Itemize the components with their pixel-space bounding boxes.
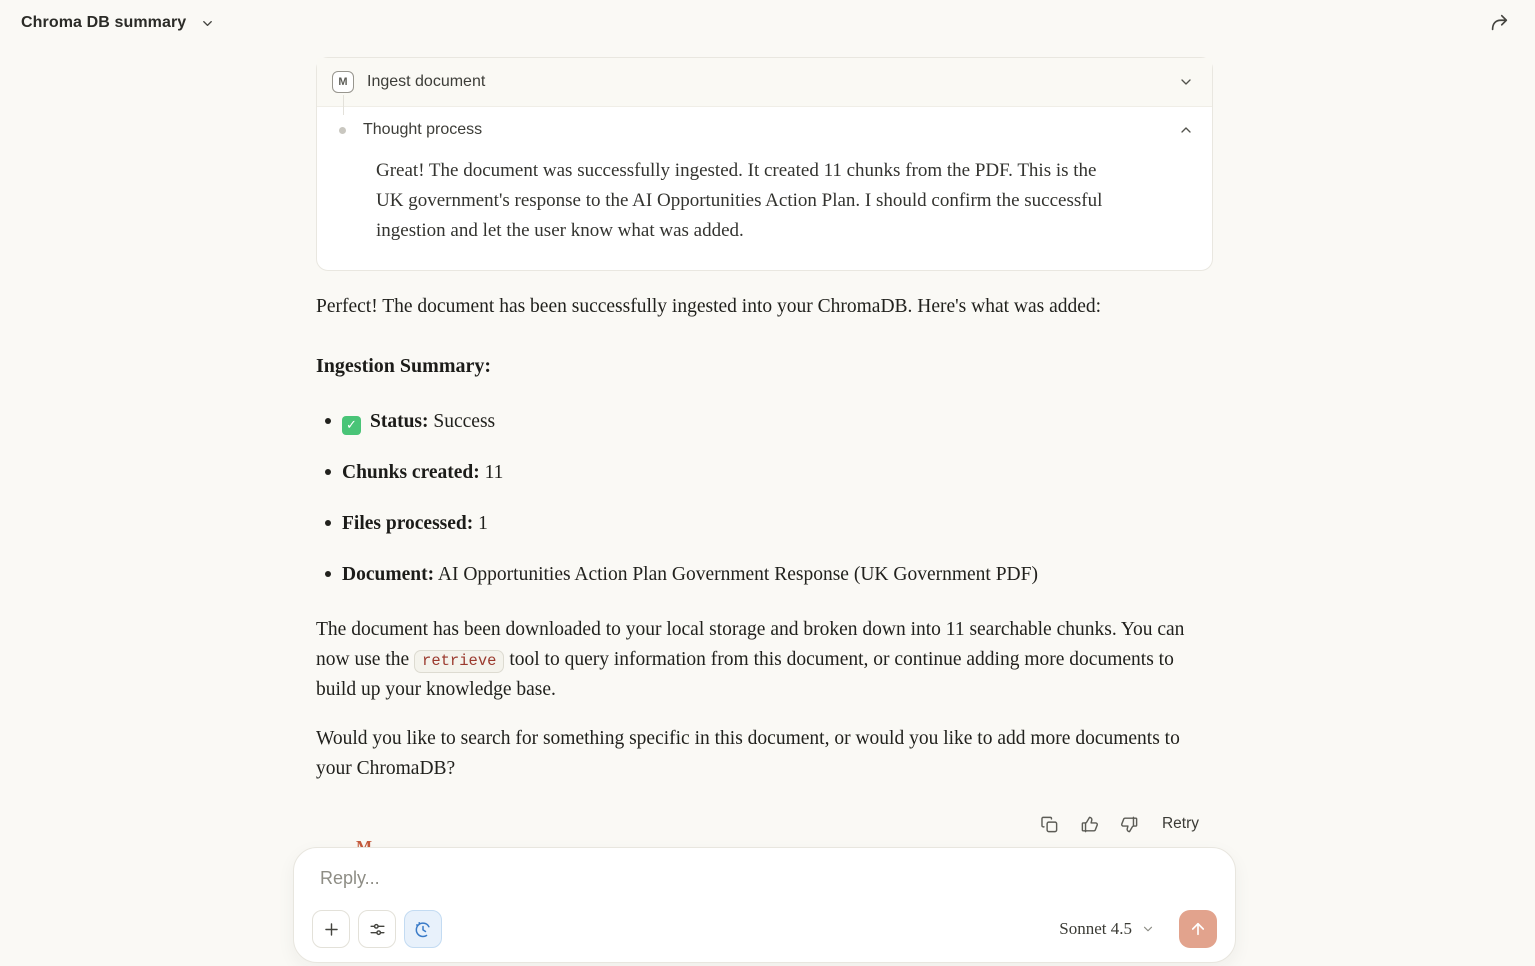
model-selector[interactable] [1051,915,1163,943]
list-item-files: Files processed: 1 [316,509,1213,539]
arrow-up-icon [1189,920,1207,938]
ingestion-summary-list [316,407,1213,590]
message-paragraph-2: The document has been downloaded to your local storage and broken down into 11 searchable chunks. You can now use the retrieve tool to query information from this document, or continue adding more documents to build up your knowledge base. [316,618,1185,700]
retrieve-code-chip: retrieve [414,650,504,673]
composer-toolbar [310,910,1219,948]
thought-process-toggle[interactable] [317,107,1212,145]
tools-button[interactable] [358,910,396,948]
chevron-up-icon [1178,122,1194,138]
chevron-down-icon [200,16,215,31]
share-icon [1488,12,1510,34]
conversation-title-menu[interactable] [21,14,215,32]
attach-button[interactable] [312,910,350,948]
page-title: Chroma DB summary [21,14,187,31]
connector-line [343,95,344,115]
thumbs-up-button[interactable] [1076,810,1104,838]
reply-composer [293,847,1236,963]
thumbs-up-icon [1080,815,1099,834]
summary-heading: Ingestion Summary: [316,355,492,378]
model-name: Sonnet 4.5 [1059,919,1132,938]
plus-icon [322,920,341,939]
sliders-icon [368,920,387,939]
thought-process-label: Thought process [363,121,483,138]
clock-icon [413,919,433,939]
tool-call-card [316,57,1213,271]
check-icon: ✓ [342,416,361,435]
reply-input[interactable] [310,864,1219,898]
thought-dot-icon [339,127,346,134]
message-intro: Perfect! The document has been successfully ingested into your ChromaDB. Here's what was added: [316,296,1102,318]
tool-call-title: Ingest document [367,73,486,90]
chevron-down-icon [1141,922,1155,936]
chevron-down-icon [1178,74,1194,90]
assistant-message [316,292,1213,784]
list-item-chunks: Chunks created: 11 [316,458,1213,488]
clipped-message-peek [356,838,1213,847]
message-paragraph-3: Would you like to search for something specific in this document, or would you like to add more documents to your ChromaDB? [316,727,1180,779]
mcp-tool-badge: M [332,71,354,93]
message-actions [316,810,1213,838]
list-item-status: ✓ Status: Success [316,407,1213,437]
copy-icon [1040,815,1059,834]
chat-column [316,57,1213,963]
top-bar [0,0,1535,46]
send-button[interactable] [1179,910,1217,948]
thumbs-down-button[interactable] [1116,810,1144,838]
extended-thinking-button[interactable] [404,910,442,948]
list-item-document: Document: AI Opportunities Action Plan Government Response (UK Government PDF) [316,560,1213,590]
tool-call-header[interactable] [317,58,1212,107]
thought-process-text: Great! The document was successfully ingested. It created 11 chunks from the PDF. This is the UK government's response to the AI Opportunities Action Plan. I should confirm the successful ingestion and let the user know what was added. [376,160,1103,242]
retry-button[interactable]: Retry [1156,811,1205,837]
thumbs-down-icon [1120,815,1139,834]
share-button[interactable] [1483,7,1515,39]
copy-button[interactable] [1036,810,1064,838]
